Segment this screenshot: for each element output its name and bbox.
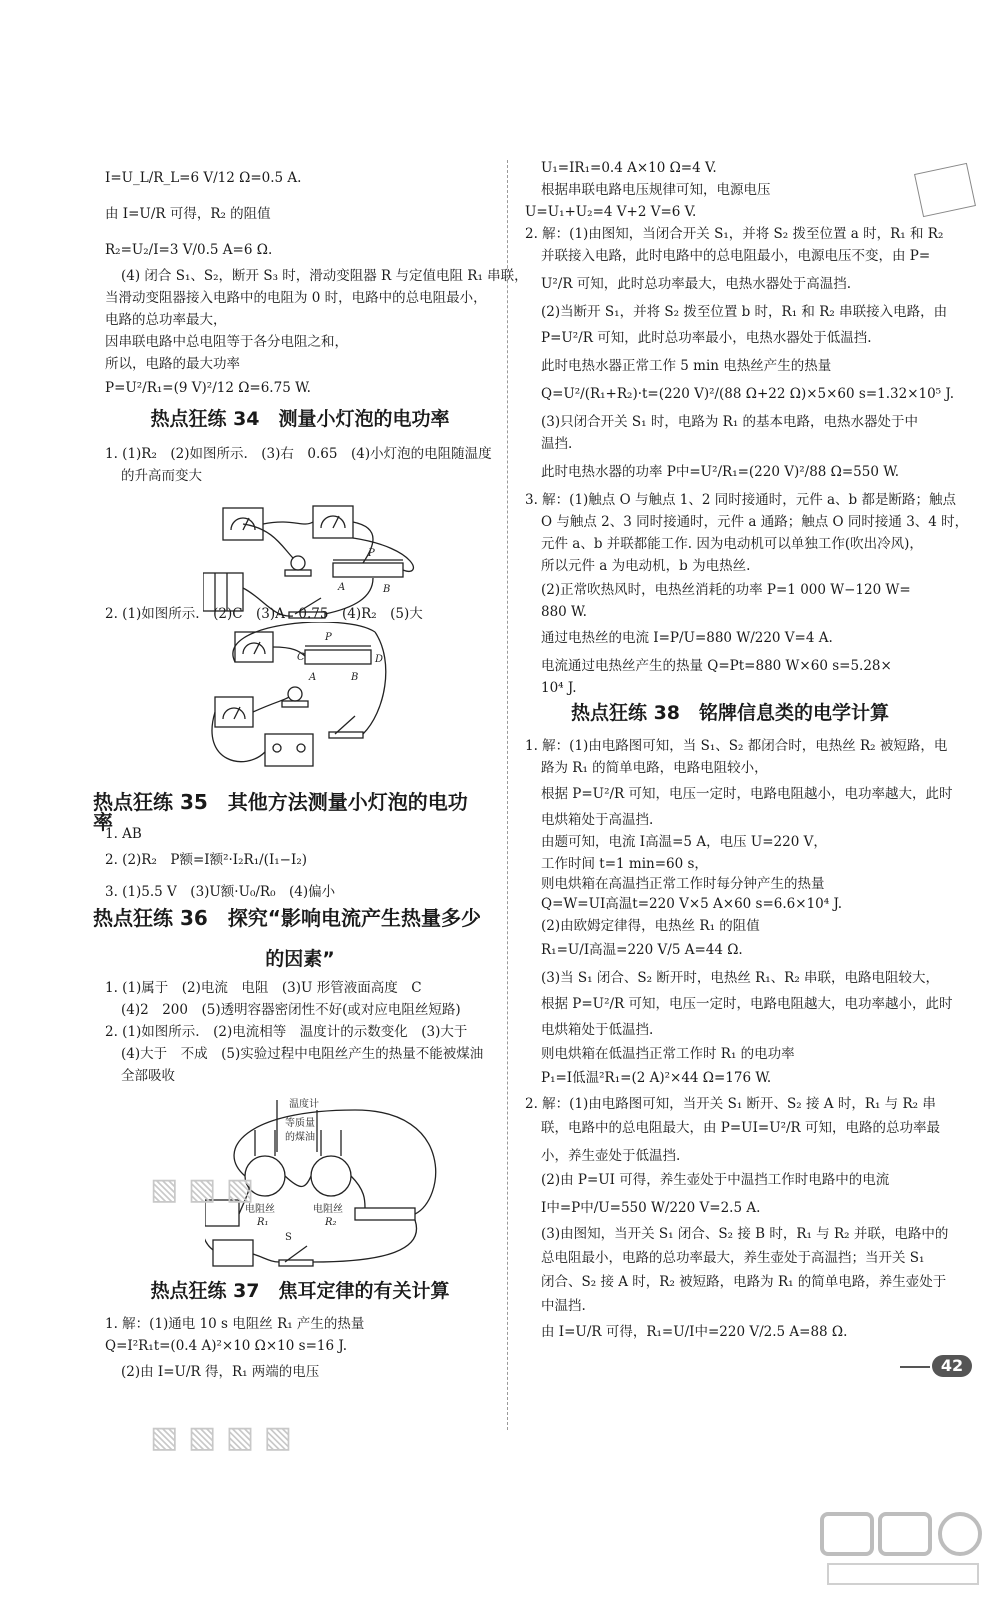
answer-line: 2. (2)R₂ P额=I额²·I₂R₁/(I₁−I₂): [105, 852, 308, 868]
answer-line: 3. (1)5.5 V (3)U额·U₀/R₀ (4)偏小: [105, 884, 336, 900]
stamp-mark: [914, 163, 976, 217]
voltmeter-icon: [313, 506, 353, 538]
answer-line: Q=I²R₁t=(0.4 A)²×10 Ω×10 s=16 J.: [105, 1338, 348, 1354]
text-line: 所以元件 a 为电动机，b 为电热丝.: [541, 558, 751, 574]
text-line: 由题可知，电流 I高温=5 A，电压 U=220 V，: [541, 834, 827, 850]
answer-line: 1. 解：(1)通电 10 s 电阻丝 R₁ 产生的热量: [105, 1316, 365, 1332]
text-line: U²/R 可知，此时总功率最大，电热水器处于高温挡.: [541, 276, 852, 292]
bulb-icon: [291, 556, 305, 570]
text-line: 880 W.: [541, 604, 587, 620]
text-line: 当滑动变阻器接入电路中的电阻为 0 时，电路中的总电阻最小，: [105, 290, 487, 306]
watermark: ▧ ▧ ▧: [150, 1172, 255, 1207]
text-line: 电烘箱处于低温挡.: [541, 1022, 654, 1038]
watermark: ▧ ▧ ▧ ▧: [150, 1420, 292, 1455]
text-line: (2)由欧姆定律得，电热丝 R₁ 的阻值: [541, 918, 760, 934]
label-wire: 电阻丝: [245, 1204, 275, 1215]
answer-line: (2)由 I=U/R 得，R₁ 两端的电压: [121, 1364, 320, 1380]
text-line: 由 I=U/R 可得，R₁=U/I中=220 V/2.5 A=88 Ω.: [541, 1324, 848, 1340]
text-line: 电流通过电热丝产生的热量 Q=Pt=880 W×60 s=5.28×: [541, 658, 892, 674]
label-b: B: [351, 672, 359, 683]
text-line: 10⁴ J.: [541, 680, 577, 696]
text-line: 工作时间 t=1 min=60 s，: [541, 856, 708, 872]
text-line: (3)由图知，当开关 S₁ 闭合、S₂ 接 B 时，R₁ 与 R₂ 并联，电路中的: [541, 1226, 949, 1242]
text-line: 此时电热水器的功率 P中=U²/R₁=(220 V)²/88 Ω=550 W.: [541, 464, 900, 480]
text-line: 电烘箱处于高温挡.: [541, 812, 654, 828]
text-line: I中=P中/U=550 W/220 V=2.5 A.: [541, 1200, 761, 1216]
section-title-37: 热点狂练 37 焦耳定律的有关计算: [150, 1280, 450, 1302]
label-wire: 电阻丝: [313, 1204, 343, 1215]
text-line: 则电烘箱在低温挡正常工作时 R₁ 的电功率: [541, 1046, 795, 1062]
rheostat-icon: [333, 563, 403, 577]
text-line: 则电烘箱在高温挡正常工作时每分钟产生的热量: [541, 876, 825, 892]
text-line: (4) 闭合 S₁、S₂，断开 S₃ 时，滑动变阻器 R 与定值电阻 R₁ 串联，: [121, 268, 528, 284]
label-thermometer: 温度计: [289, 1099, 319, 1110]
text-line: (3)只闭合开关 S₁ 时，电路为 R₁ 的基本电路，电热水器处于中: [541, 414, 919, 430]
label-a: A: [309, 672, 317, 683]
text-line: (3)当 S₁ 闭合、S₂ 断开时，电热丝 R₁、R₂ 串联，电路电阻较大，: [541, 970, 940, 986]
text-line: I=U_L/R_L=6 V/12 Ω=0.5 A.: [105, 170, 302, 186]
section-title-38: 热点狂练 38 铭牌信息类的电学计算: [570, 702, 890, 724]
label-p: P: [325, 632, 332, 643]
text-line: 根据串联电路电压规律可知，电源电压: [541, 182, 771, 198]
text-line: 所以，电路的最大功率: [105, 356, 240, 372]
text-line: R₁=U/I高温=220 V/5 A=44 Ω.: [541, 942, 743, 958]
answer-line: 1. 解：(1)由电路图可知，当 S₁、S₂ 都闭合时，电热丝 R₂ 被短路，电: [525, 738, 948, 754]
circuit-figure-2: [205, 622, 405, 772]
text-line: 联，电路中的总电阻最大，由 P=UI=U²/R 可知，电路的总功率最: [541, 1120, 941, 1136]
answer-line: 1. (1)R₂ (2)如图所示. (3)右 0.65 (4)小灯泡的电阻随温度: [105, 446, 492, 462]
text-line: 总电阻最小，电路的总功率最大，养生壶处于高温挡；当开关 S₁: [541, 1250, 925, 1266]
text-line: (2)正常吹热风时，电热丝消耗的功率 P=1 000 W−120 W=: [541, 582, 911, 598]
text-line: 此时电热水器正常工作 5 min 电热丝产生的热量: [541, 358, 832, 374]
ammeter-icon: [235, 632, 273, 662]
text-line: U=U₁+U₂=4 V+2 V=6 V.: [525, 204, 697, 220]
bulb-icon: [288, 687, 302, 701]
switch-icon: [335, 716, 355, 734]
label-d: D: [375, 654, 384, 665]
answer-line: 2. 解：(1)由图知，当闭合开关 S₁，并将 S₂ 拨至位置 a 时，R₁ 和 R₂: [525, 226, 944, 242]
flask-icon: [311, 1156, 351, 1196]
page-number: 42: [932, 1355, 972, 1377]
label-s: S: [285, 1232, 292, 1243]
battery-icon: [213, 1240, 253, 1266]
text-line: P₁=I低温²R₁=(2 A)²×44 Ω=176 W.: [541, 1070, 772, 1086]
answer-line: 2. (1)如图所示. (2)电流相等 温度计的示数变化 (3)大于: [105, 1024, 468, 1040]
label-r1: R₁: [257, 1217, 269, 1228]
text-line: 小，养生壶处于低温挡.: [541, 1148, 681, 1164]
answer-line: 全部吸收: [121, 1068, 175, 1084]
watermark-logo: [818, 1510, 988, 1590]
text-line: 元件 a、b 并联都能工作. 因为电动机可以单独工作(吹出冷风)，: [541, 536, 923, 552]
text-line: 根据 P=U²/R 可知，电压一定时，电路电阻越大，电功率越小，此时: [541, 996, 953, 1012]
label-p: P: [368, 548, 375, 559]
text-line: 中温挡.: [541, 1298, 586, 1314]
text-line: P=U²/R 可知，此时总功率最小，电热水器处于低温挡.: [541, 330, 872, 346]
text-line: 温挡.: [541, 436, 573, 452]
label-a: A: [338, 582, 346, 593]
answer-line: 3. 解：(1)触点 O 与触点 1、2 同时接通时，元件 a、b 都是断路；触点: [525, 492, 956, 508]
section-title-35: 热点狂练 35 其他方法测量小灯泡的电功率: [93, 790, 468, 834]
answer-line: 的升高而变大: [121, 468, 202, 484]
label-b: B: [383, 584, 391, 595]
section-title-34: 热点狂练 34 测量小灯泡的电功率: [150, 408, 450, 430]
answer-line: 1. AB: [105, 826, 142, 842]
text-line: 由 I=U/R 可得，R₂ 的阻值: [105, 206, 271, 222]
text-line: Q=U²/(R₁+R₂)·t=(220 V)²/(88 Ω+22 Ω)×5×60 s=1.32×10⁵ J.: [541, 386, 955, 402]
answer-line: (4)大于 不成 (5)实验过程中电阻丝产生的热量不能被煤油: [121, 1046, 484, 1062]
answer-line: 2. 解：(1)由电路图可知，当开关 S₁ 断开、S₂ 接 A 时，R₁ 与 R₂ 串: [525, 1096, 936, 1112]
column-divider: [507, 160, 508, 1430]
text-line: U₁=IR₁=0.4 A×10 Ω=4 V.: [541, 160, 717, 176]
text-line: 并联接入电路，此时电路中的总电阻最小，电源电压不变，由 P=: [541, 248, 931, 264]
text-line: 根据 P=U²/R 可知，电压一定时，电路电阻越小，电功率越大，此时: [541, 786, 953, 802]
text-line: 闭合、S₂ 接 A 时，R₂ 被短路，电路为 R₁ 的简单电路，养生壶处于: [541, 1274, 947, 1290]
text-line: 因串联电路中总电阻等于各分电阻之和，: [105, 334, 348, 350]
text-line: O 与触点 2、3 同时接通时，元件 a 通路；触点 O 同时接通 3、4 时，: [541, 514, 969, 530]
text-line: 通过电热丝的电流 I=P/U=880 W/220 V=4 A.: [541, 630, 833, 646]
text-line: Q=W=UI高温t=220 V×5 A×60 s=6.6×10⁴ J.: [541, 896, 843, 912]
power-supply-icon: [265, 734, 313, 766]
label-c: C: [297, 652, 305, 663]
text-line: 电路的总功率最大，: [105, 312, 227, 328]
rheostat-icon: [305, 650, 371, 664]
voltmeter-icon: [215, 697, 253, 727]
answer-line: 1. (1)属于 (2)电流 电阻 (3)U 形管液面高度 C: [105, 980, 422, 996]
text-line: (2)由 P=UI 可得，养生壶处于中温挡工作时电路中的电流: [541, 1172, 890, 1188]
text-line: (2)当断开 S₁，并将 S₂ 拨至位置 b 时，R₁ 和 R₂ 串联接入电路，由: [541, 304, 948, 320]
page-number-rule: [900, 1366, 930, 1368]
rheostat-icon: [355, 1208, 415, 1220]
label-r2: R₂: [325, 1217, 337, 1228]
text-line: P=U²/R₁=(9 V)²/12 Ω=6.75 W.: [105, 380, 311, 396]
label-oil: 等质量: [285, 1118, 315, 1129]
label-oil: 的煤油: [285, 1132, 315, 1143]
section-title-36b: 的因素”: [265, 948, 335, 970]
answer-line: 2. (1)如图所示. (2)C (3)A 0.75 (4)R₂ (5)大: [105, 606, 423, 622]
text-line: 路为 R₁ 的简单电路，电路电阻较小，: [541, 760, 768, 776]
section-title-36a: 热点狂练 36 探究“影响电流产生热量多少: [93, 906, 481, 930]
answer-line: (4)2 200 (5)透明容器密闭性不好(或对应电阻丝短路): [121, 1002, 461, 1018]
text-line: R₂=U₂/I=3 V/0.5 A=6 Ω.: [105, 242, 273, 258]
